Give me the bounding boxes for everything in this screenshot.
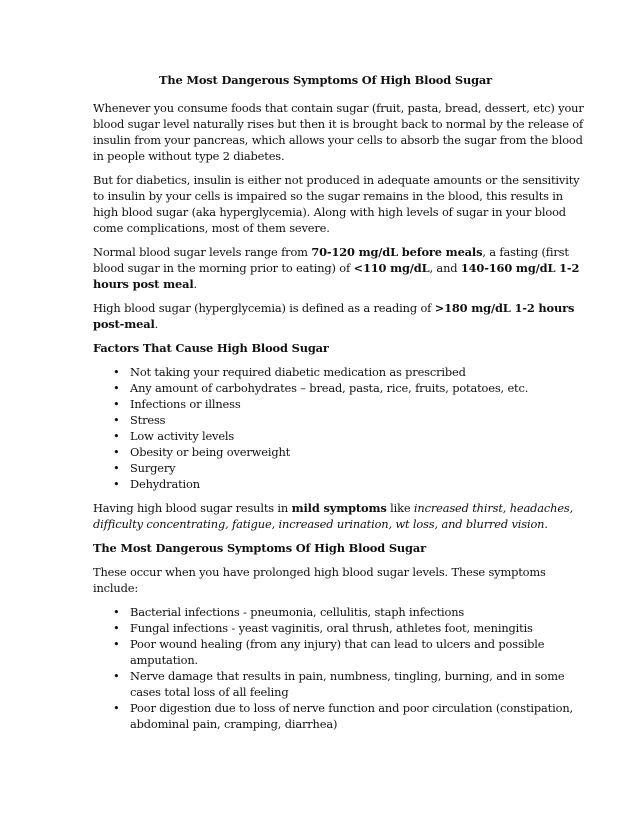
normal-levels-paragraph <box>93 244 588 292</box>
intro-paragraph-1: Whenever you consume foods that contain sugar (fruit, pasta, bread, dessert, etc) your blood sugar level naturally rises but then it is brought back to normal by the release of insulin from your pancreas, which allows your cells to absorb the sugar from the blood in people without type 2 diabetes. <box>93 101 584 163</box>
list-item <box>93 700 588 732</box>
list-item-text: Dehydration <box>130 477 200 491</box>
list-item <box>93 428 588 444</box>
fasting-range: <110 mg/dL <box>353 261 430 275</box>
dangerous-intro: These occur when you have prolonged high blood sugar levels. These symptoms include: <box>93 565 546 595</box>
hyperglycemia-threshold: >180 mg/dL 1-2 hours post-meal <box>93 301 575 331</box>
bullet-icon: • <box>113 445 120 459</box>
bullet-icon: • <box>113 397 120 411</box>
bullet-icon: • <box>113 429 120 443</box>
bullet-icon: • <box>113 669 120 683</box>
list-item <box>93 620 588 636</box>
mild-symptoms-label: mild symptoms <box>291 501 387 515</box>
list-item-text: Low activity levels <box>130 429 235 443</box>
bullet-icon: • <box>113 701 120 715</box>
mild-symptoms-list: increased thirst, headaches, difficulty concentrating, fatigue, increased urination, wt loss, and blurred vision <box>93 501 574 531</box>
list-item <box>93 396 588 412</box>
list-item-text: Bacterial infections - pneumonia, cellulitis, staph infections <box>130 605 465 619</box>
normal-levels-text-3: , and <box>429 261 461 275</box>
list-item-text: Stress <box>130 413 166 427</box>
list-item-text: Fungal infections - yeast vaginitis, oral thrush, athletes foot, meningitis <box>130 621 533 635</box>
list-item-text: Infections or illness <box>130 397 241 411</box>
bullet-icon: • <box>113 381 120 395</box>
list-item <box>93 668 588 700</box>
factors-heading: Factors That Cause High Blood Sugar <box>93 341 329 355</box>
bullet-icon: • <box>113 621 120 635</box>
dangerous-heading: The Most Dangerous Symptoms Of High Blood Sugar <box>93 541 426 555</box>
mild-text-3: . <box>544 517 548 531</box>
normal-levels-text-4: . <box>193 277 197 291</box>
hyperglycemia-text-2: . <box>154 317 159 331</box>
mild-text-2: like <box>386 501 414 515</box>
factors-list <box>93 364 588 492</box>
list-item-text: Obesity or being overweight <box>130 445 291 459</box>
list-item-text: Not taking your required diabetic medication as prescribed <box>130 365 466 379</box>
bullet-icon: • <box>113 605 120 619</box>
hyperglycemia-text-1: High blood sugar (hyperglycemia) is defined as a reading of <box>93 301 435 315</box>
list-item <box>93 380 588 396</box>
list-item <box>93 604 588 620</box>
bullet-icon: • <box>113 477 120 491</box>
list-item <box>93 412 588 428</box>
bullet-icon: • <box>113 365 120 379</box>
list-item <box>93 364 588 380</box>
before-meals-range: 70-120 mg/dL before meals <box>311 245 483 259</box>
post-meal-range: 140-160 mg/dL 1-2 hours post meal <box>93 261 580 291</box>
dangerous-list <box>93 604 588 732</box>
document-title: The Most Dangerous Symptoms Of High Blood Sugar <box>159 73 492 87</box>
hyperglycemia-definition <box>93 300 588 332</box>
bullet-icon: • <box>113 461 120 475</box>
list-item-text: Nerve damage that results in pain, numbness, tingling, burning, and in some cases total loss of all feeling <box>130 669 565 699</box>
list-item-text: Poor digestion due to loss of nerve function and poor circulation (constipation, abdominal pain, cramping, diarrhea) <box>130 701 573 731</box>
list-item <box>93 476 588 492</box>
bullet-icon: • <box>113 637 120 651</box>
normal-levels-text-2: , a fasting (first blood sugar in the morning prior to eating) of <box>93 245 569 275</box>
normal-levels-text-1: Normal blood sugar levels range from <box>93 245 312 259</box>
intro-paragraph-2: But for diabetics, insulin is either not produced in adequate amounts or the sensitivity to insulin by your cells is impaired so the sugar remains in the blood, this results in high blood sugar (aka hyperglycemia). Along with high levels of sugar in your blood come complications, most of them severe. <box>93 173 580 235</box>
list-item-text: Surgery <box>130 461 176 475</box>
list-item <box>93 444 588 460</box>
mild-text-1: Having high blood sugar results in <box>93 501 292 515</box>
mild-symptoms-paragraph <box>93 500 588 532</box>
list-item <box>93 460 588 476</box>
list-item <box>93 636 588 668</box>
list-item-text: Poor wound healing (from any injury) that can lead to ulcers and possible amputation. <box>130 637 545 667</box>
bullet-icon: • <box>113 413 120 427</box>
list-item-text: Any amount of carbohydrates – bread, pasta, rice, fruits, potatoes, etc. <box>130 381 529 395</box>
